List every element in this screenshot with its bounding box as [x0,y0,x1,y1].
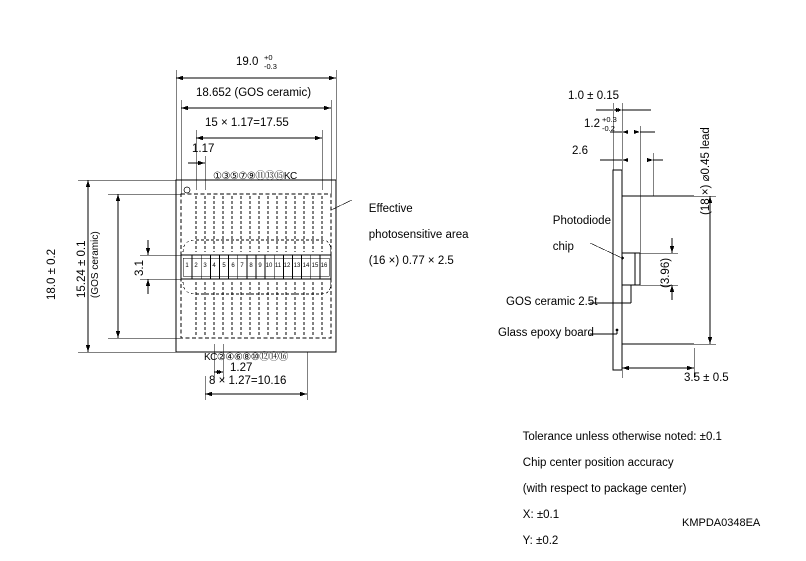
sensor-channel-number: 12 [283,263,291,269]
part-code: KMPDA0348EA [682,517,761,529]
note-line: Y: ±0.2 [522,535,559,547]
callout-effective-area: Effective photosensitive area (16 ×) 0.77 × 2.5 [368,203,469,267]
dim-edge-first-top: 1.17 [192,143,215,155]
dim-board-thickness: 1.0 ± 0.15 [568,90,620,102]
dim-ceramic-height-note: (GOS ceramic) [90,231,101,298]
dim-pitch-bottom: 8 × 1.27=10.16 [209,375,287,387]
dim-offset: 2.6 [572,145,588,157]
sensor-channel-number: 8 [249,263,253,269]
sensor-channel-number: 1 [185,263,189,269]
dim-chip-height: (3.96) [660,257,672,288]
sensor-channel-number: 16 [320,263,328,269]
dim-ceramic-thickness-tol-minus: -0.2 [602,124,615,133]
dim-ceramic-thickness: 1.2 [584,118,600,130]
dim-ceramic-height: 15.24 ± 0.1 [76,240,88,298]
dim-sensor-height: 3.1 [134,260,146,276]
notes-block [510,418,722,561]
sensor-channel-number: 13 [293,263,301,269]
note-line: X: ±0.1 [522,509,560,521]
dim-overall-width-tol-plus: +0 [264,53,273,62]
sensor-channel-number: 3 [203,263,207,269]
sensor-channel-number: 14 [302,263,310,269]
note-line: Chip center position accuracy [522,457,674,469]
dim-overall-height: 18.0 ± 0.2 [46,248,58,300]
sensor-channel-number: 10 [265,263,273,269]
dim-overall-width-tol-minus: -0.3 [264,62,277,71]
pin-row-top: ①③⑤⑦⑨⑪⑬⑮KC [213,171,297,182]
sensor-channel-number: 4 [212,263,216,269]
sensor-channel-number: 2 [194,263,198,269]
dim-lead-length: 3.5 ± 0.5 [684,372,729,384]
callout-gos-ceramic: GOS ceramic 2.5t [506,296,598,308]
dim-pitch-top: 15 × 1.17=17.55 [205,117,289,129]
sensor-channel-number: 6 [231,263,235,269]
dim-edge-first-bottom: 1.27 [230,362,253,374]
dim-overall-width: 19.0 [236,56,259,68]
pin-row-bottom: KC②④⑥⑧⑩⑫⑭⑯ [204,352,288,363]
note-line: Tolerance unless otherwise noted: ±0.1 [522,431,722,443]
sensor-channel-number: 15 [311,263,319,269]
dim-lead-note: (18 ×) ⌀0.45 lead [700,127,712,215]
dim-ceramic-width: 18.652 (GOS ceramic) [196,87,312,99]
callout-photodiode-chip: Photodiode chip [552,215,611,253]
callout-glass-epoxy: Glass epoxy board [498,327,594,339]
dim-ceramic-thickness-tol-plus: +0.3 [602,115,617,124]
sensor-channel-number: 5 [222,263,226,269]
note-line: (with respect to package center) [522,483,687,495]
sensor-channel-number: 11 [274,263,282,269]
sensor-channel-number: 9 [258,263,262,269]
sensor-channel-number: 7 [240,263,244,269]
